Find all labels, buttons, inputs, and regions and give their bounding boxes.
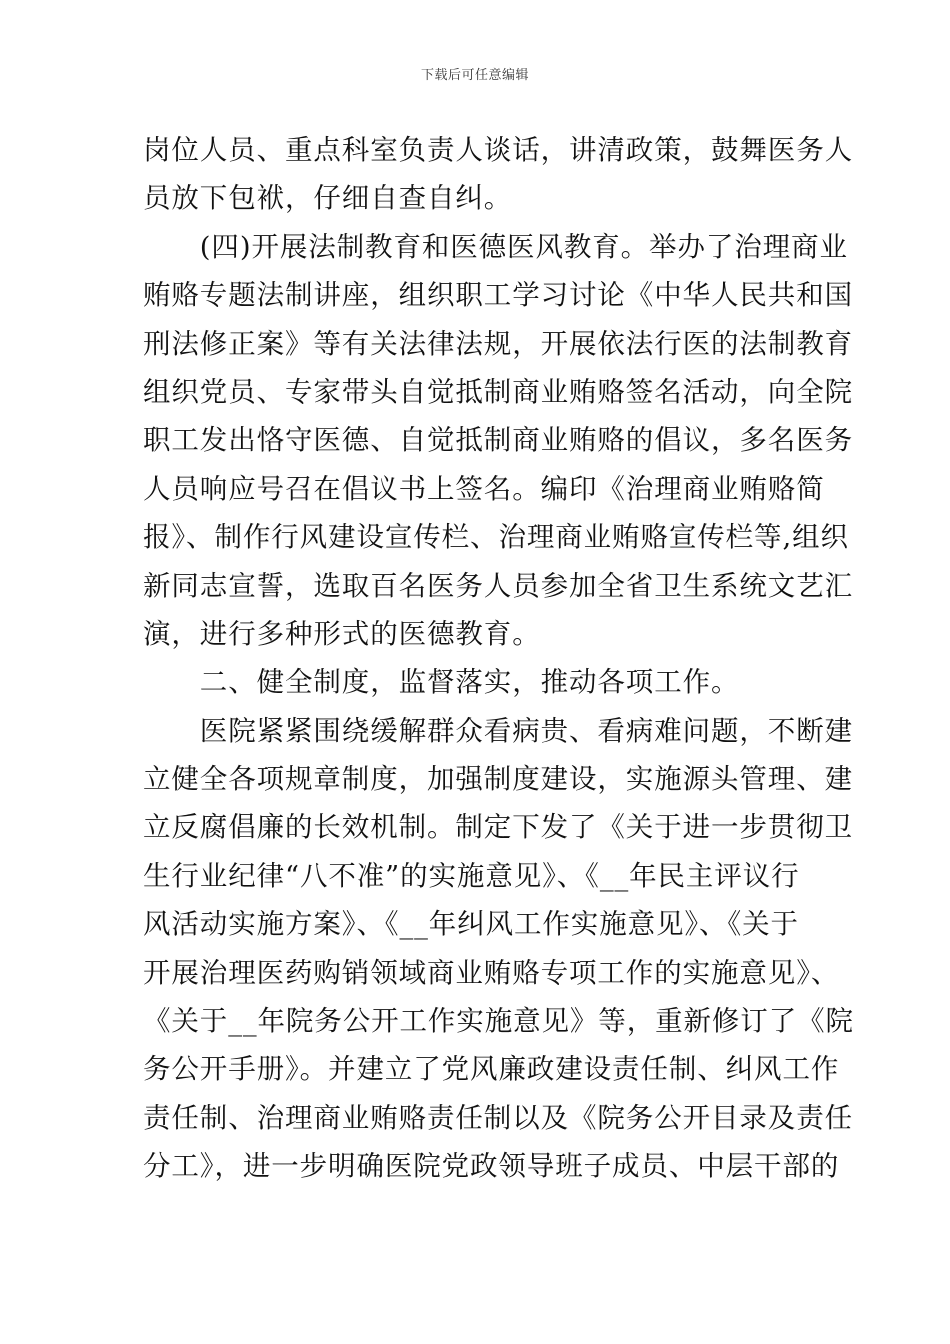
text-line: 立健全各项规章制度，加强制度建设，实施源头管理、建 bbox=[143, 763, 853, 796]
document-body bbox=[143, 126, 854, 1191]
text-line: 职工发出恪守医德、自觉抵制商业贿赂的倡议，多名医务 bbox=[143, 424, 853, 457]
text-line: 生行业纪律“八不准”的实施意见》、《__年民主评议行 bbox=[143, 859, 800, 892]
text-line: 岗位人员、重点科室负责人谈话，讲清政策，鼓舞医务人 bbox=[143, 134, 853, 166]
text-line: 刑法修正案》等有关法律法规，开展依法行医的法制教育 bbox=[143, 327, 853, 360]
text-line: 《关于__年院务公开工作实施意见》等，重新修订了《院 bbox=[143, 1005, 854, 1038]
text-line: 务公开手册》。并建立了党风廉政建设责任制、纠风工作 bbox=[143, 1053, 840, 1086]
text-line: 演，进行多种形式的医德教育。 bbox=[143, 617, 541, 650]
page-header: 下载后可任意编辑 bbox=[420, 68, 529, 83]
text-line: 报》、制作行风建设宣传栏、治理商业贿赂宣传栏等,组织 bbox=[143, 521, 849, 554]
text-line: 风活动实施方案》、《__年纠风工作实施意见》、《关于 bbox=[143, 908, 799, 941]
text-line: 人员响应号召在倡议书上签名。编印《治理商业贿赂简 bbox=[143, 472, 825, 505]
text-line: 责任制、治理商业贿赂责任制以及《院务公开目录及责任 bbox=[143, 1101, 853, 1134]
text-line: 员放下包袱，仔细自查自纠。 bbox=[143, 182, 513, 215]
text-line: 开展治理医药购销领域商业贿赂专项工作的实施意见》、 bbox=[143, 956, 840, 989]
text-line: 医院紧紧围绕缓解群众看病贵、看病难问题，不断建 bbox=[143, 714, 853, 747]
text-line: 贿赂专题法制讲座，组织职工学习讨论《中华人民共和国 bbox=[143, 279, 853, 312]
text-line: 二、健全制度，监督落实，推动各项工作。 bbox=[143, 666, 740, 699]
text-line: 立反腐倡廉的长效机制。制定下发了《关于进一步贯彻卫 bbox=[143, 811, 853, 844]
text-line: 分工》，进一步明确医院党政领导班子成员、中层干部的 bbox=[143, 1150, 840, 1183]
text-line: 新同志宣誓，选取百名医务人员参加全省卫生系统文艺汇 bbox=[143, 569, 853, 602]
text-line: 组织党员、专家带头自觉抵制商业贿赂签名活动，向全院 bbox=[143, 375, 853, 408]
text-line: (四)开展法制教育和医德医风教育。举办了治理商业 bbox=[143, 230, 848, 263]
